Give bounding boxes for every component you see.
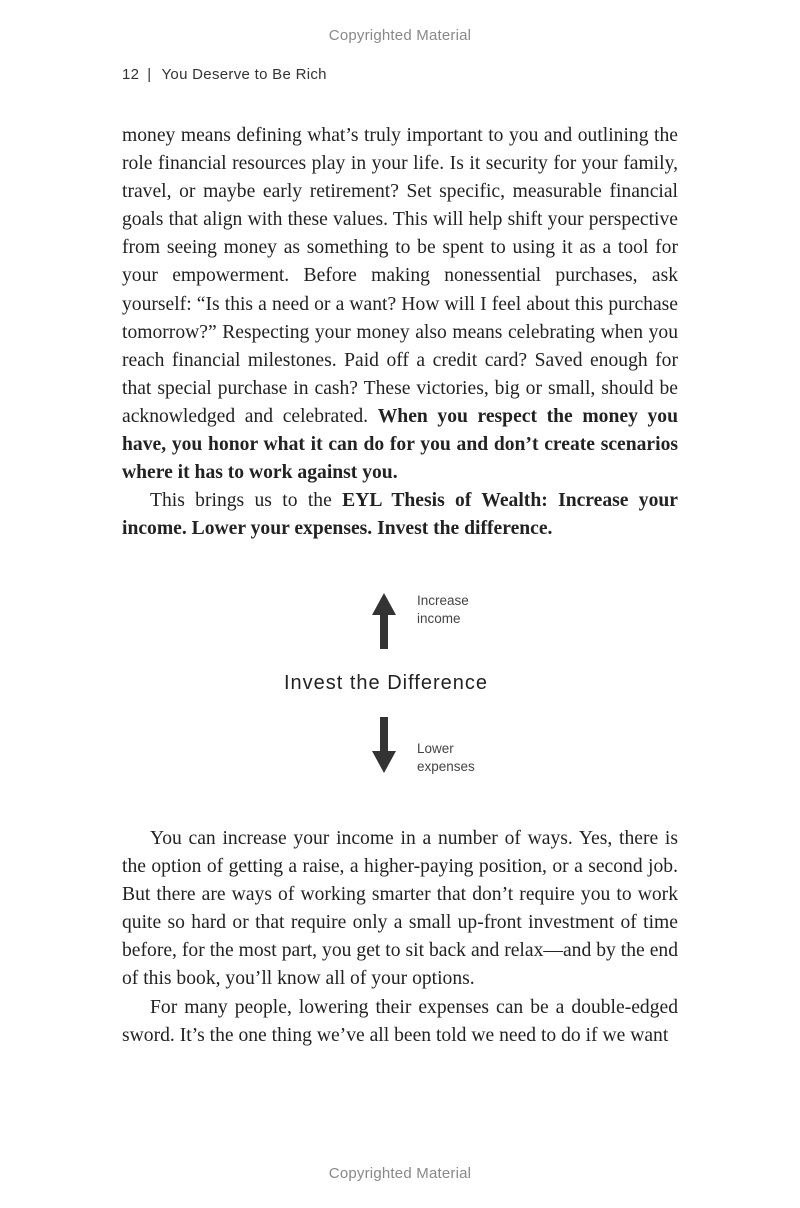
wealth-thesis-diagram	[0, 585, 800, 785]
running-head	[122, 66, 327, 83]
paragraph-2	[122, 487, 678, 543]
copyright-watermark-top: Copyrighted Material	[328, 27, 472, 44]
book-title: You Deserve to Be Rich	[161, 66, 327, 83]
header-separator: |	[147, 66, 152, 83]
paragraph-1-bold: When you respect the money you have, you honor what it can do for you and don’t create scenarios where it has to work against you.	[122, 405, 678, 484]
paragraph-2-bold: EYL Thesis of Wealth: Increase your income. Lower your expenses. Invest the difference.	[122, 490, 678, 540]
lower-expenses-line2: expenses	[417, 759, 475, 774]
lower-expenses-line1: Lower	[417, 741, 454, 756]
arrow-up-icon	[372, 593, 396, 649]
paragraph-1-text: money means defining what’s truly important to you and outlining the role financial resources play in your life. Is it security for your family, travel, or maybe early retirement? Set specific, measurable financial goals that align with these values. This will help shift your perspective from seeing money as something to be spent to using it as a tool for your empowerment. Before making nonessential purchases, ask yourself: “Is this a need or a want? How will I feel about this purchase tomorrow?” Respecting your money also means celebrating when you reach financial milestones. Paid off a credit card? Saved enough for that special purchase in cash? These victories, big or small, should be acknowledged and celebrated.	[122, 125, 678, 427]
arrow-down-icon	[372, 717, 396, 773]
copyright-watermark-bottom: Copyrighted Material	[328, 1165, 472, 1182]
invest-difference-label: Invest the Difference	[283, 672, 489, 694]
paragraph-2-text: This brings us to the	[150, 490, 343, 512]
page-number: 12	[122, 66, 140, 83]
paragraph-4: For many people, lowering their expenses can be a double-edged sword. It’s the one thing we’ve all been told we need to do if we want	[122, 996, 678, 1046]
body-text-top	[122, 122, 678, 543]
body-text-bottom	[122, 825, 678, 1050]
lower-expenses-label	[417, 740, 517, 776]
increase-income-line1: Increase	[417, 593, 469, 608]
increase-income-line2: income	[417, 611, 461, 626]
increase-income-label	[417, 592, 517, 628]
paragraph-1	[122, 122, 678, 487]
paragraph-3: You can increase your income in a number of ways. Yes, there is the option of getting a raise, a higher-paying position, or a second job. But there are ways of working smarter that don’t require you to work quite so hard or that require only a small up-front investment of time before, for the most part, you get to sit back and relax—and by the end of this book, you’ll know all of your options.	[122, 828, 678, 990]
